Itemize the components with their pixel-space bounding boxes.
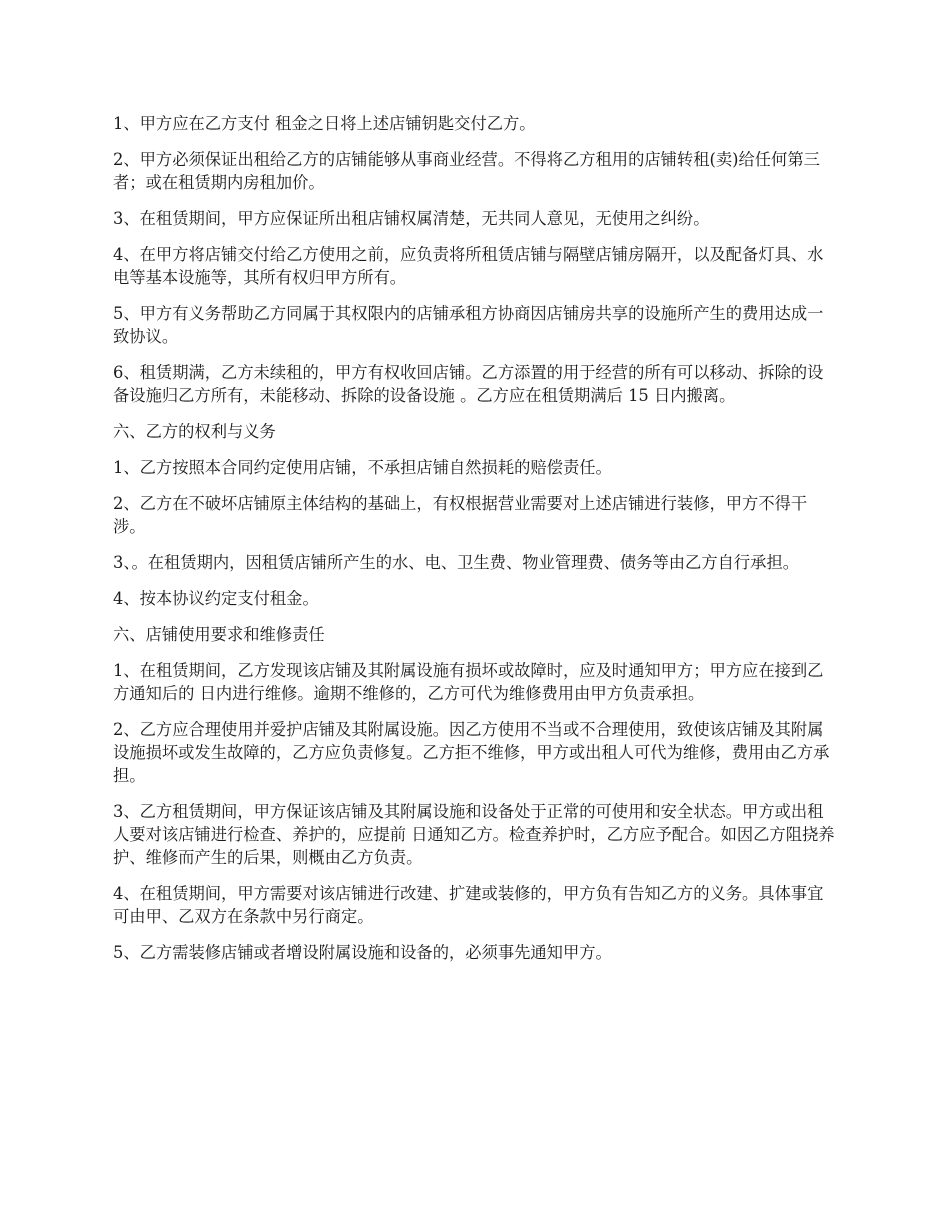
clause-paragraph: 2、甲方必须保证出租给乙方的店铺能够从事商业经营。不得将乙方租用的店铺转租(卖)给任何第三者；或在租赁期内房租加价。	[113, 150, 820, 192]
clause-paragraph: 4、在甲方将店铺交付给乙方使用之前，应负责将所租赁店铺与隔壁店铺房隔开，以及配备灯具、水电等基本设施等，其所有权归甲方所有。	[113, 245, 824, 287]
clause-paragraph: 5、乙方需装修店铺或者增设附属设施和设备的，必须事先通知甲方。	[113, 943, 612, 962]
clause-paragraph: 3、在租赁期间，甲方应保证所出租店铺权属清楚，无共同人意见，无使用之纠纷。	[113, 209, 710, 228]
clause-paragraph: 3、乙方租赁期间，甲方保证该店铺及其附属设施和设备处于正常的可使用和安全状态。甲方或出租人要对该店铺进行检查、养护的，应提前 日通知乙方。检查养护时，乙方应予配合。如因乙方阻挠养护、维修而产生的后果，则概由乙方负责。	[113, 802, 835, 867]
clause-paragraph: 2、乙方应合理使用并爱护店铺及其附属设施。因乙方使用不当或不合理使用，致使该店铺及其附属设施损坏或发生故障的，乙方应负责修复。乙方拒不维修，甲方或出租人可代为维修，费用由乙方承担。	[113, 720, 830, 785]
clause-paragraph: 4、按本协议约定支付租金。	[113, 589, 319, 608]
clause-paragraph: 1、乙方按照本合同约定使用店铺，不承担店铺自然损耗的赔偿责任。	[113, 458, 612, 477]
section-heading: 六、乙方的权利与义务	[113, 422, 276, 441]
clause-paragraph: 5、甲方有义务帮助乙方同属于其权限内的店铺承租方协商因店铺房共享的设施所产生的费用达成一致协议。	[113, 304, 824, 346]
clause-paragraph: 6、租赁期满，乙方未续租的，甲方有权收回店铺。乙方添置的用于经营的所有可以移动、拆除的设备设施归乙方所有，未能移动、拆除的设备设施 。乙方应在租赁期满后 15 日内搬离。	[113, 363, 824, 405]
clause-paragraph: 1、甲方应在乙方支付 租金之日将上述店铺钥匙交付乙方。	[113, 114, 536, 133]
section-heading: 六、店铺使用要求和维修责任	[113, 625, 325, 644]
clause-paragraph: 1、在租赁期间，乙方发现该店铺及其附属设施有损坏或故障时，应及时通知甲方；甲方应在接到乙方通知后的 日内进行维修。逾期不维修的，乙方可代为维修费用由甲方负责承担。	[113, 661, 824, 703]
clause-paragraph: 4、在租赁期间，甲方需要对该店铺进行改建、扩建或装修的，甲方负有告知乙方的义务。具体事宜可由甲、乙双方在条款中另行商定。	[113, 884, 824, 926]
document-body	[113, 112, 838, 977]
clause-paragraph: 3、。在租赁期内，因租赁店铺所产生的水、电、卫生费、物业管理费、债务等由乙方自行承担。	[113, 553, 800, 572]
clause-paragraph: 2、乙方在不破坏店铺原主体结构的基础上，有权根据营业需要对上述店铺进行装修，甲方不得干涉。	[113, 494, 808, 536]
